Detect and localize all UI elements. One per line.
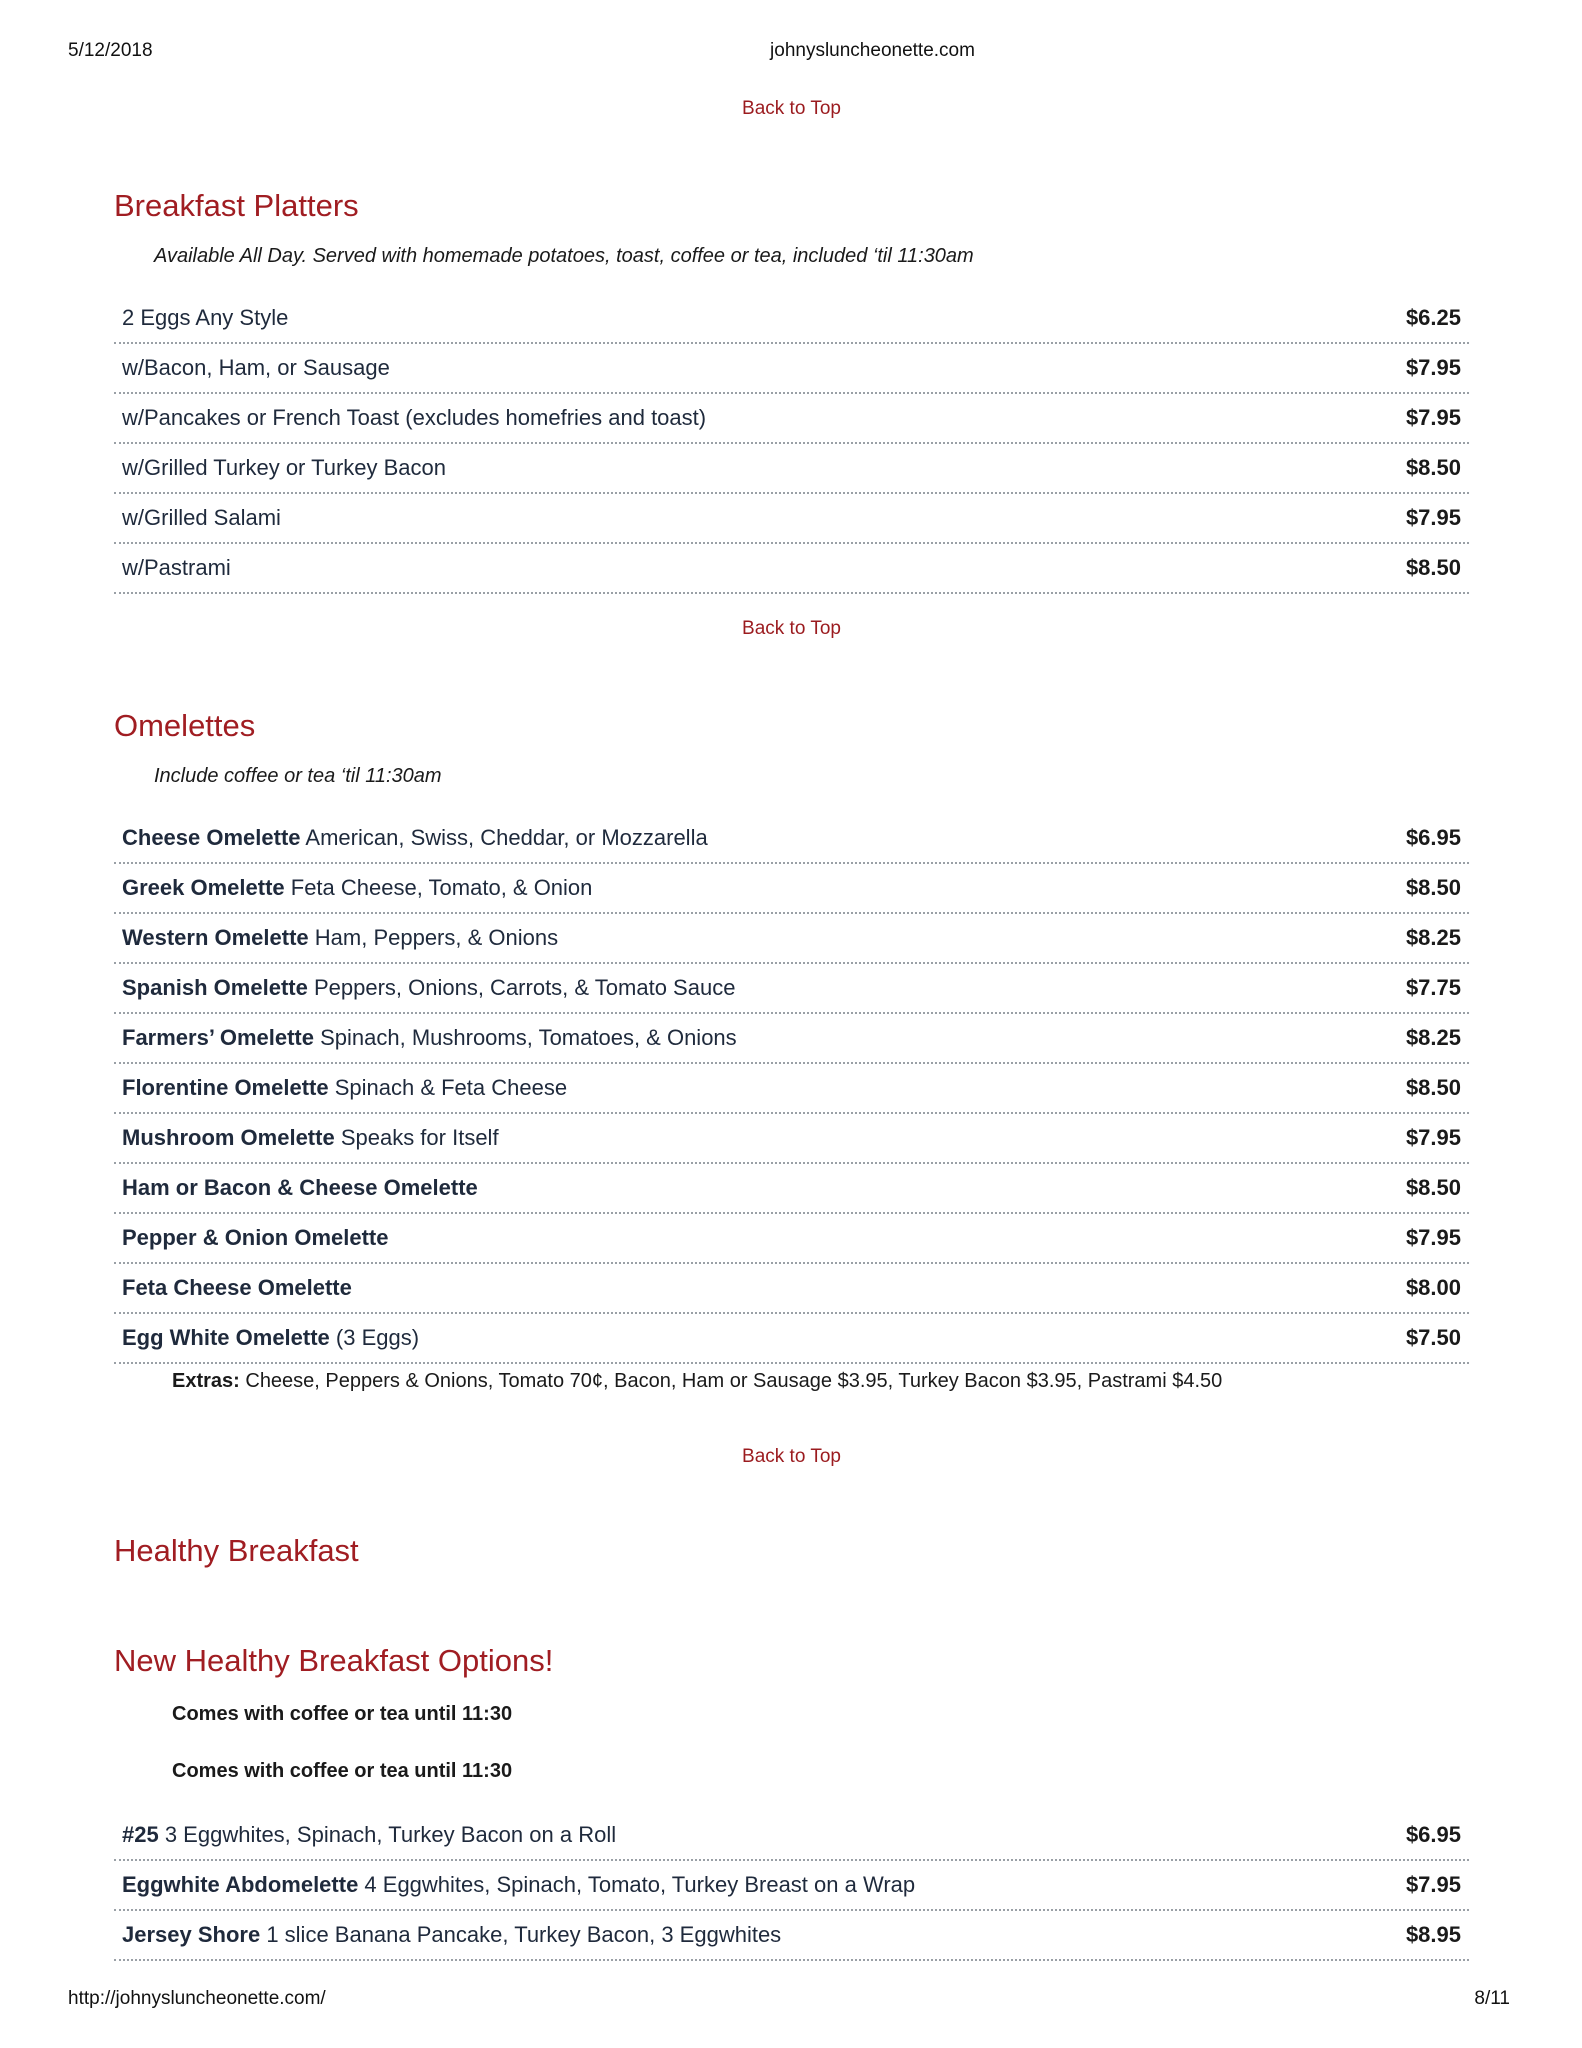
menu-item-text — [122, 1822, 616, 1848]
menu-item-row — [114, 394, 1469, 444]
menu-item-description: 2 Eggs Any Style — [122, 305, 289, 330]
menu-item-price: $8.25 — [1405, 925, 1461, 950]
menu-item-text — [122, 825, 708, 851]
omelettes-note: Include coffee or tea ‘til 11:30am — [154, 765, 442, 787]
menu-item-row — [114, 1314, 1469, 1364]
menu-item-price: $7.95 — [1405, 405, 1461, 430]
menu-item-description: 1 slice Banana Pancake, Turkey Bacon, 3 Eggwhites — [260, 1922, 782, 1947]
menu-item-price: $6.95 — [1405, 1822, 1461, 1847]
menu-item-description: w/Grilled Turkey or Turkey Bacon — [122, 455, 447, 480]
menu-item-description: w/Pastrami — [122, 555, 231, 580]
menu-item-price: $8.50 — [1405, 555, 1461, 580]
menu-item-name: Florentine Omelette — [122, 1075, 329, 1100]
menu-item-description: Spinach, Mushrooms, Tomatoes, & Onions — [313, 1025, 737, 1050]
menu-item-text — [122, 1175, 478, 1201]
menu-item-description: American, Swiss, Cheddar, or Mozzarella — [300, 825, 708, 850]
menu-item-row — [114, 294, 1469, 344]
omelette-extras — [172, 1370, 1222, 1393]
menu-item-name: Eggwhite Abdomelette — [122, 1872, 359, 1897]
menu-item-description: Spinach & Feta Cheese — [328, 1075, 568, 1100]
section-title-breakfast-platters: Breakfast Platters — [114, 188, 359, 223]
menu-item-text — [122, 405, 706, 431]
menu-item-row — [114, 344, 1469, 394]
menu-item-name: Farmers’ Omelette — [122, 1025, 314, 1050]
menu-item-price: $8.95 — [1405, 1922, 1461, 1947]
menu-item-name: Mushroom Omelette — [122, 1125, 335, 1150]
menu-item-row — [114, 864, 1469, 914]
menu-item-price: $7.75 — [1405, 975, 1461, 1000]
menu-item-row — [114, 1014, 1469, 1064]
menu-item-name: Feta Cheese Omelette — [122, 1275, 352, 1300]
menu-item-row — [114, 914, 1469, 964]
menu-item-name: Western Omelette — [122, 925, 309, 950]
menu-item-price: $8.00 — [1405, 1275, 1461, 1300]
menu-item-name: Greek Omelette — [122, 875, 285, 900]
menu-item-row — [114, 1264, 1469, 1314]
menu-item-description: w/Pancakes or French Toast (excludes homefries and toast) — [122, 405, 707, 430]
back-to-top-link[interactable]: Back to Top — [742, 618, 841, 639]
menu-item-row — [114, 494, 1469, 544]
menu-item-text — [122, 505, 281, 531]
menu-item-name: Pepper & Onion Omelette — [122, 1225, 389, 1250]
omelettes-list — [114, 814, 1469, 1364]
menu-item-price: $8.50 — [1405, 1175, 1461, 1200]
menu-item-description: (3 Eggs) — [329, 1325, 420, 1350]
menu-item-row — [114, 964, 1469, 1014]
page-number: 8/11 — [1474, 1988, 1510, 2009]
menu-item-row — [114, 1861, 1469, 1911]
menu-item-description: 3 Eggwhites, Spinach, Turkey Bacon on a Roll — [158, 1822, 617, 1847]
menu-item-text — [122, 355, 390, 381]
menu-item-row — [114, 1114, 1469, 1164]
footer-url: http://johnysluncheonette.com/ — [68, 1988, 326, 2009]
menu-item-row — [114, 814, 1469, 864]
menu-item-row — [114, 1064, 1469, 1114]
menu-item-price: $7.95 — [1405, 1125, 1461, 1150]
menu-item-text — [122, 1025, 737, 1051]
menu-item-name: Jersey Shore — [122, 1922, 261, 1947]
menu-item-price: $7.95 — [1405, 1225, 1461, 1250]
menu-item-text — [122, 925, 558, 951]
breakfast-platters-list — [114, 294, 1469, 594]
back-to-top-link[interactable]: Back to Top — [742, 1446, 841, 1467]
new-healthy-list — [114, 1811, 1469, 1961]
menu-item-row — [114, 1214, 1469, 1264]
menu-item-price: $6.25 — [1405, 305, 1461, 330]
menu-item-price: $8.50 — [1405, 875, 1461, 900]
menu-item-name: Egg White Omelette — [122, 1325, 330, 1350]
menu-item-text — [122, 1872, 915, 1898]
menu-item-name: Ham or Bacon & Cheese Omelette — [122, 1175, 478, 1200]
menu-item-description: Speaks for Itself — [334, 1125, 499, 1150]
menu-item-price: $7.95 — [1405, 1872, 1461, 1897]
menu-item-row — [114, 444, 1469, 494]
back-to-top-link[interactable]: Back to Top — [742, 98, 841, 119]
new-healthy-note: Comes with coffee or tea until 11:30 — [172, 1703, 513, 1725]
menu-item-price: $8.50 — [1405, 455, 1461, 480]
menu-item-price: $6.95 — [1405, 825, 1461, 850]
menu-item-text — [122, 1275, 352, 1301]
menu-item-text — [122, 455, 446, 481]
menu-item-name: Cheese Omelette — [122, 825, 301, 850]
section-title-new-healthy-options: New Healthy Breakfast Options! — [114, 1643, 554, 1678]
menu-item-text — [122, 1125, 499, 1151]
menu-item-description: Ham, Peppers, & Onions — [308, 925, 559, 950]
menu-item-text — [122, 975, 735, 1001]
breakfast-platters-note: Available All Day. Served with homemade potatoes, toast, coffee or tea, included ‘til 11:30am — [154, 245, 974, 267]
menu-item-price: $7.95 — [1405, 355, 1461, 380]
menu-item-text — [122, 1075, 567, 1101]
section-title-omelettes: Omelettes — [114, 708, 256, 743]
extras-label: Extras: — [172, 1370, 240, 1392]
menu-item-name: Spanish Omelette — [122, 975, 308, 1000]
menu-item-row — [114, 544, 1469, 594]
menu-item-price: $8.25 — [1405, 1025, 1461, 1050]
menu-item-text — [122, 875, 592, 901]
menu-item-row — [114, 1811, 1469, 1861]
menu-item-price: $7.95 — [1405, 505, 1461, 530]
menu-item-row — [114, 1164, 1469, 1214]
menu-item-price: $8.50 — [1405, 1075, 1461, 1100]
menu-item-description: w/Grilled Salami — [122, 505, 281, 530]
extras-text: Cheese, Peppers & Onions, Tomato 70¢, Bacon, Ham or Sausage $3.95, Turkey Bacon $3.95, Pastrami $4.50 — [239, 1370, 1223, 1392]
new-healthy-note: Comes with coffee or tea until 11:30 — [172, 1760, 513, 1782]
print-date: 5/12/2018 — [68, 40, 153, 61]
menu-item-description: Peppers, Onions, Carrots, & Tomato Sauce — [307, 975, 736, 1000]
section-title-healthy-breakfast: Healthy Breakfast — [114, 1533, 359, 1568]
menu-item-text — [122, 1922, 781, 1948]
menu-item-description: Feta Cheese, Tomato, & Onion — [284, 875, 593, 900]
menu-item-price: $7.50 — [1405, 1325, 1461, 1350]
menu-item-row — [114, 1911, 1469, 1961]
menu-item-name: #25 — [122, 1822, 159, 1847]
menu-item-text — [122, 305, 288, 331]
site-name: johnysluncheonette.com — [770, 40, 975, 61]
menu-item-text — [122, 1325, 419, 1351]
menu-item-text — [122, 555, 231, 581]
menu-item-text — [122, 1225, 389, 1251]
menu-item-description: 4 Eggwhites, Spinach, Tomato, Turkey Breast on a Wrap — [358, 1872, 916, 1897]
menu-item-description: w/Bacon, Ham, or Sausage — [122, 355, 390, 380]
